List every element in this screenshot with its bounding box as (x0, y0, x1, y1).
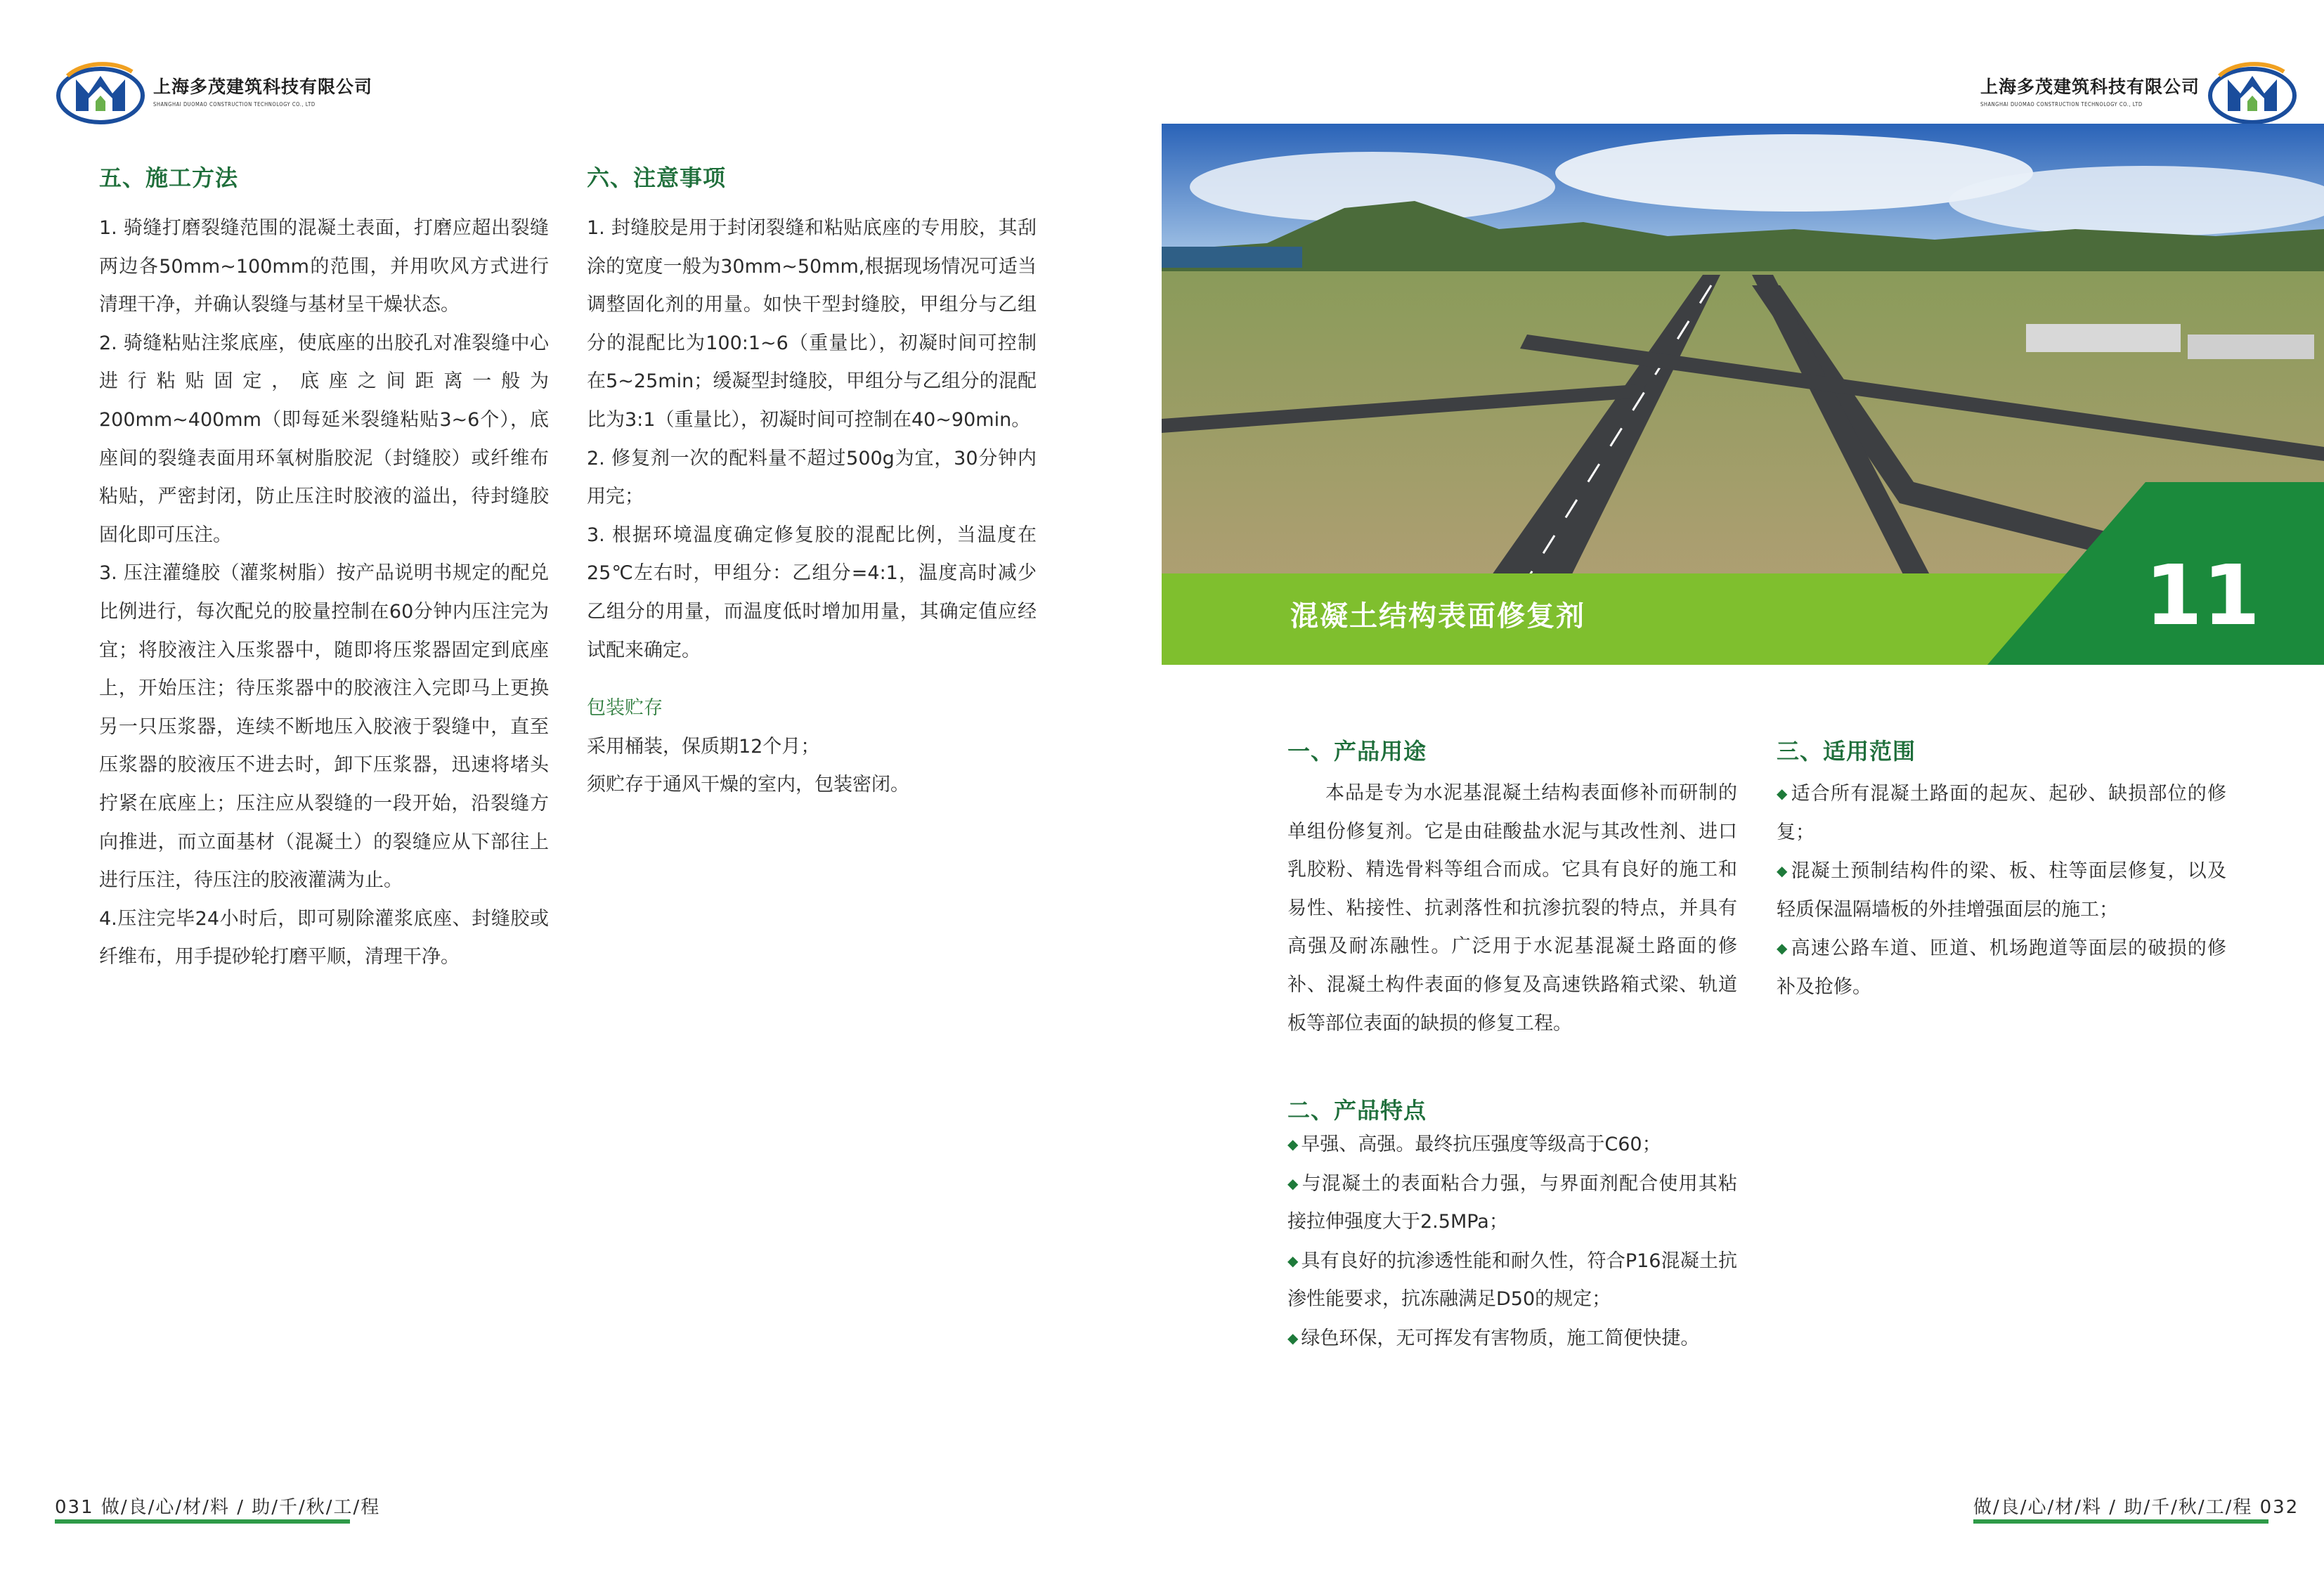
footer-divider-left (55, 1519, 350, 1524)
scope-item (1777, 852, 2226, 929)
feature-item (1287, 1125, 1737, 1164)
feature-text: 与混凝土的表面粘合力强，与界面剂配合使用其粘接拉伸强度大于2.5MPa； (1287, 1172, 1737, 1233)
feature-text: 具有良好的抗渗透性能和耐久性，符合P16混凝土抗渗性能要求，抗冻融满足D50的规定； (1287, 1250, 1738, 1311)
packaging-title: 包装贮存 (587, 697, 663, 720)
company-name-zh: 上海多茂建筑科技有限公司 (1980, 76, 2200, 97)
feature-text: 绿色环保，无可挥发有害物质，施工简便快捷。 (1301, 1327, 1700, 1349)
section6-body (587, 209, 1037, 805)
section6-paragraph: 2. 修复剂一次的配料量不超过500g为宜，30分钟内用完； (587, 447, 1037, 508)
company-name-en: SHANGHAI DUOMAO CONSTRUCTION TECHNOLOGY CO., LTD (153, 100, 316, 108)
scope-text: 混凝土预制结构件的梁、板、柱等面层修复，以及轻质保温隔墙板的外挂增强面层的施工； (1777, 860, 2226, 921)
section1-body (1287, 774, 1737, 1043)
slogan-left: 做/良/心/材/料 / 助/千/秋/工/程 (100, 1497, 381, 1518)
feature-item (1287, 1164, 1737, 1242)
company-logo-icon (55, 55, 146, 125)
company-logo-right (1980, 55, 2298, 125)
section6-paragraph: 3. 根据环境温度确定修复胶的混配比例，当温度在25℃左右时，甲组分：乙组分=4:1，温度高时减少乙组分的用量，而温度低时增加用量，其确定值应经试配来确定。 (587, 524, 1037, 661)
section5-paragraph: 2. 骑缝粘贴注浆底座，使底座的出胶孔对准裂缝中心进行粘贴固定，底座之间距离一般为200mm~400mm（即每延米裂缝粘贴3~6个），底座间的裂缝表面用环氧树脂胶泥（封缝胶）或纤维布粘贴，严密封闭，防止压注时胶液的溢出，待封缝胶固化即可压注。 (99, 332, 549, 546)
product-title-banner: 混凝土结构表面修复剂 (1290, 600, 1585, 632)
bullet-diamond-icon: ◆ (1287, 1136, 1299, 1153)
footer-left (55, 1493, 380, 1519)
page-number-right: 032 (2259, 1497, 2299, 1518)
section2-list (1287, 1125, 1737, 1358)
section5-body (99, 209, 549, 977)
scope-item (1777, 929, 2226, 1006)
footer-divider-right (1973, 1519, 2268, 1524)
section6-paragraph: 1. 封缝胶是用于封闭裂缝和粘贴底座的专用胶，其刮涂的宽度一般为30mm~50mm,根据现场情况可适当调整固化剂的用量。如快干型封缝胶，甲组分与乙组分的混配比为100:1~6（重量比），初凝时间可控制在5~25min；缓凝型封缝胶，甲组分与乙组分的混配比为3:1（重量比），初凝时间可控制在40~90min。 (587, 217, 1037, 431)
packaging-line: 采用桶装，保质期12个月； (587, 735, 820, 758)
scope-text: 高速公路车道、匝道、机场跑道等面层的破损的修补及抢修。 (1777, 937, 2226, 998)
packaging-line: 须贮存于通风干燥的室内，包装密闭。 (587, 774, 909, 796)
company-logo-left (55, 55, 372, 125)
section6-title: 六、注意事项 (587, 164, 727, 191)
section5-paragraph: 3. 压注灌缝胶（灌浆树脂）按产品说明书规定的配兑比例进行，每次配兑的胶量控制在60分钟内压注完为宜；将胶液注入压浆器中，随即将压浆器固定到底座上，开始压注；待压浆器中的胶液注入完即马上更换另一只压浆器，连续不断地压入胶液于裂缝中，直至压浆器的胶液压不进去时，卸下压浆器，迅速将堵头拧紧在底座上；压注应从裂缝的一段开始，沿裂缝方向推进，而立面基材（混凝土）的裂缝应从下部往上进行压注，待压注的胶液灌满为止。 (99, 562, 549, 892)
footer-right (1973, 1493, 2299, 1519)
company-name-zh: 上海多茂建筑科技有限公司 (153, 76, 373, 97)
bullet-diamond-icon: ◆ (1287, 1252, 1299, 1269)
slogan-right: 做/良/心/材/料 / 助/千/秋/工/程 (1973, 1497, 2253, 1518)
scope-text: 适合所有混凝土路面的起灰、起砂、缺损部位的修复； (1777, 783, 2226, 843)
section1-text: 本品是专为水泥基混凝土结构表面修补而研制的单组份修复剂。它是由硅酸盐水泥与其改性剂、进口乳胶粉、精选骨料等组合而成。它具有良好的施工和易性、粘接性、抗剥落性和抗渗抗裂的特点，并具有高强及耐冻融性。广泛用于水泥基混凝土路面的修补、混凝土构件表面的修复及高速铁路箱式梁、轨道板等部位表面的缺损的修复工程。 (1287, 782, 1737, 1034)
feature-item (1287, 1242, 1737, 1319)
section1-title: 一、产品用途 (1287, 738, 1427, 765)
bullet-diamond-icon: ◆ (1777, 862, 1789, 880)
section2-title: 二、产品特点 (1287, 1097, 1427, 1124)
bullet-diamond-icon: ◆ (1287, 1174, 1299, 1192)
company-name-en: SHANGHAI DUOMAO CONSTRUCTION TECHNOLOGY CO., LTD (1980, 100, 2143, 108)
product-number: 11 (2145, 547, 2261, 644)
feature-text: 早强、高强。最终抗压强度等级高于C60； (1301, 1134, 1661, 1155)
page-number-left: 031 (55, 1497, 94, 1518)
section5-title: 五、施工方法 (99, 164, 239, 191)
bullet-diamond-icon: ◆ (1287, 1329, 1299, 1346)
feature-item (1287, 1319, 1737, 1358)
section3-list (1777, 774, 2226, 1007)
bullet-diamond-icon: ◆ (1777, 785, 1789, 802)
bullet-diamond-icon: ◆ (1777, 940, 1789, 957)
section3-title: 三、适用范围 (1777, 738, 1916, 765)
company-logo-icon (2207, 55, 2298, 125)
section5-paragraph: 1. 骑缝打磨裂缝范围的混凝土表面，打磨应超出裂缝两边各50mm~100mm的范围，并用吹风方式进行清理干净，并确认裂缝与基材呈干燥状态。 (99, 217, 549, 316)
section5-paragraph: 4.压注完毕24小时后，即可剔除灌浆底座、封缝胶或纤维布，用手提砂轮打磨平顺，清理干净。 (99, 907, 549, 968)
scope-item (1777, 774, 2226, 852)
